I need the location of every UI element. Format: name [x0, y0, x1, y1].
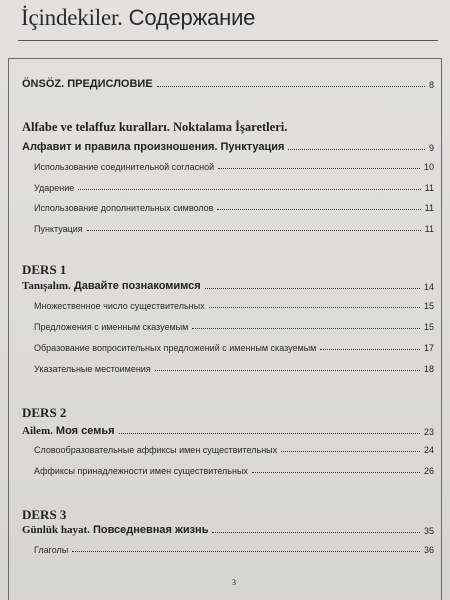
lesson-title-turkish: Tanışalım.: [22, 280, 71, 292]
leader-dots: [205, 288, 420, 289]
toc-subentry-label: Ударение: [34, 183, 75, 193]
toc-subentry-label: Использование соединительной согласной: [34, 162, 215, 172]
leader-dots: [320, 349, 420, 350]
leader-dots: [209, 307, 420, 308]
leader-dots: [157, 86, 425, 87]
toc-subentry-label: Образование вопросительных предложений с именным сказуемым: [34, 343, 317, 353]
toc-subentry-page: 15: [423, 322, 434, 332]
lesson-label-1: DERS 1: [22, 262, 67, 277]
toc-subentry-label: Словообразовательные аффиксы имен существительных: [34, 445, 278, 455]
toc-entry-lesson-3: [22, 524, 434, 536]
lesson-title-russian: Давайте познакомимся: [73, 280, 201, 292]
title-russian: Содержание: [128, 5, 256, 30]
toc-subentry: [34, 445, 434, 455]
toc-subentry-page: 24: [423, 445, 434, 455]
toc-subentry: [34, 183, 434, 193]
toc-subentry: [34, 224, 434, 234]
lesson-title-turkish: Günlük hayat.: [22, 524, 90, 536]
leader-dots: [218, 168, 420, 169]
toc-entry-preface: [22, 78, 434, 90]
toc-subentry-page: 11: [424, 183, 434, 193]
header-rule: [18, 40, 438, 41]
lesson-title-russian: Моя семья: [55, 425, 115, 437]
toc-subentry: [34, 203, 434, 213]
toc-subentry-label: Предложения с именным сказуемым: [34, 322, 189, 332]
toc-subentry: [34, 343, 434, 353]
lesson-title-turkish: Ailem.: [22, 425, 53, 437]
toc-subentry-label: Указательные местоимения: [34, 364, 151, 374]
leader-dots: [72, 551, 420, 552]
toc-entry-label: [22, 280, 201, 292]
leader-dots: [119, 433, 420, 434]
toc-subentry-page: 11: [424, 203, 434, 213]
page-title: [21, 5, 255, 31]
section-heading-alphabet: Alfabe ve telaffuz kuralları. Noktalama İşaretleri.: [22, 120, 288, 134]
toc-entry-label: Алфавит и правила произношения. Пунктуация: [22, 141, 285, 153]
toc-subentry: [34, 301, 434, 311]
toc-subentry: [34, 364, 434, 374]
toc-subentry-page: 36: [423, 545, 434, 555]
leader-dots: [192, 328, 420, 329]
lesson-title-russian: Повседневная жизнь: [92, 524, 209, 536]
toc-subentry: [34, 162, 434, 172]
toc-entry-label: [22, 425, 115, 437]
toc-subentry-label: Использование дополнительных символов: [34, 203, 214, 213]
toc-subentry-page: 10: [423, 162, 434, 172]
lesson-label-3: DERS 3: [22, 507, 67, 522]
toc-subentry: [34, 466, 434, 476]
toc-subentry-label: Множественное число существительных: [34, 301, 205, 311]
toc-subentry-page: 26: [423, 466, 434, 476]
toc-entry-page: 14: [423, 282, 434, 292]
toc-subentry-label: Глаголы: [34, 545, 69, 555]
leader-dots: [87, 230, 421, 231]
toc-entry-lesson-1: [22, 280, 434, 292]
toc-entry-page: 35: [423, 526, 434, 536]
toc-subentry: [34, 545, 434, 555]
toc-subentry: [34, 322, 434, 332]
toc-entry-lesson-2: [22, 425, 434, 437]
title-turkish: İçindekiler.: [21, 5, 123, 30]
toc-subentry-page: 17: [423, 343, 434, 353]
toc-subentry-label: Аффиксы принадлежности имен существительных: [34, 466, 248, 476]
toc-subentry-page: 18: [423, 364, 434, 374]
toc-entry-label: [22, 524, 208, 536]
leader-dots: [212, 532, 420, 533]
toc-subentry-page: 11: [424, 224, 434, 234]
toc-entry-page: 8: [428, 80, 434, 90]
lesson-label-2: DERS 2: [22, 405, 67, 420]
toc-entry-page: 23: [423, 427, 434, 437]
toc-entry-label: ÖNSÖZ. ПРЕДИСЛОВИЕ: [22, 78, 153, 90]
toc-entry-page: 9: [428, 143, 434, 153]
leader-dots: [155, 370, 420, 371]
leader-dots: [252, 472, 420, 473]
leader-dots: [281, 451, 420, 452]
toc-subentry-label: Пунктуация: [34, 224, 83, 234]
toc-subentry-page: 15: [423, 301, 434, 311]
page-number: 3: [232, 578, 236, 587]
leader-dots: [288, 149, 425, 150]
leader-dots: [78, 189, 420, 190]
leader-dots: [217, 209, 420, 210]
toc-entry-alphabet: [22, 141, 434, 153]
